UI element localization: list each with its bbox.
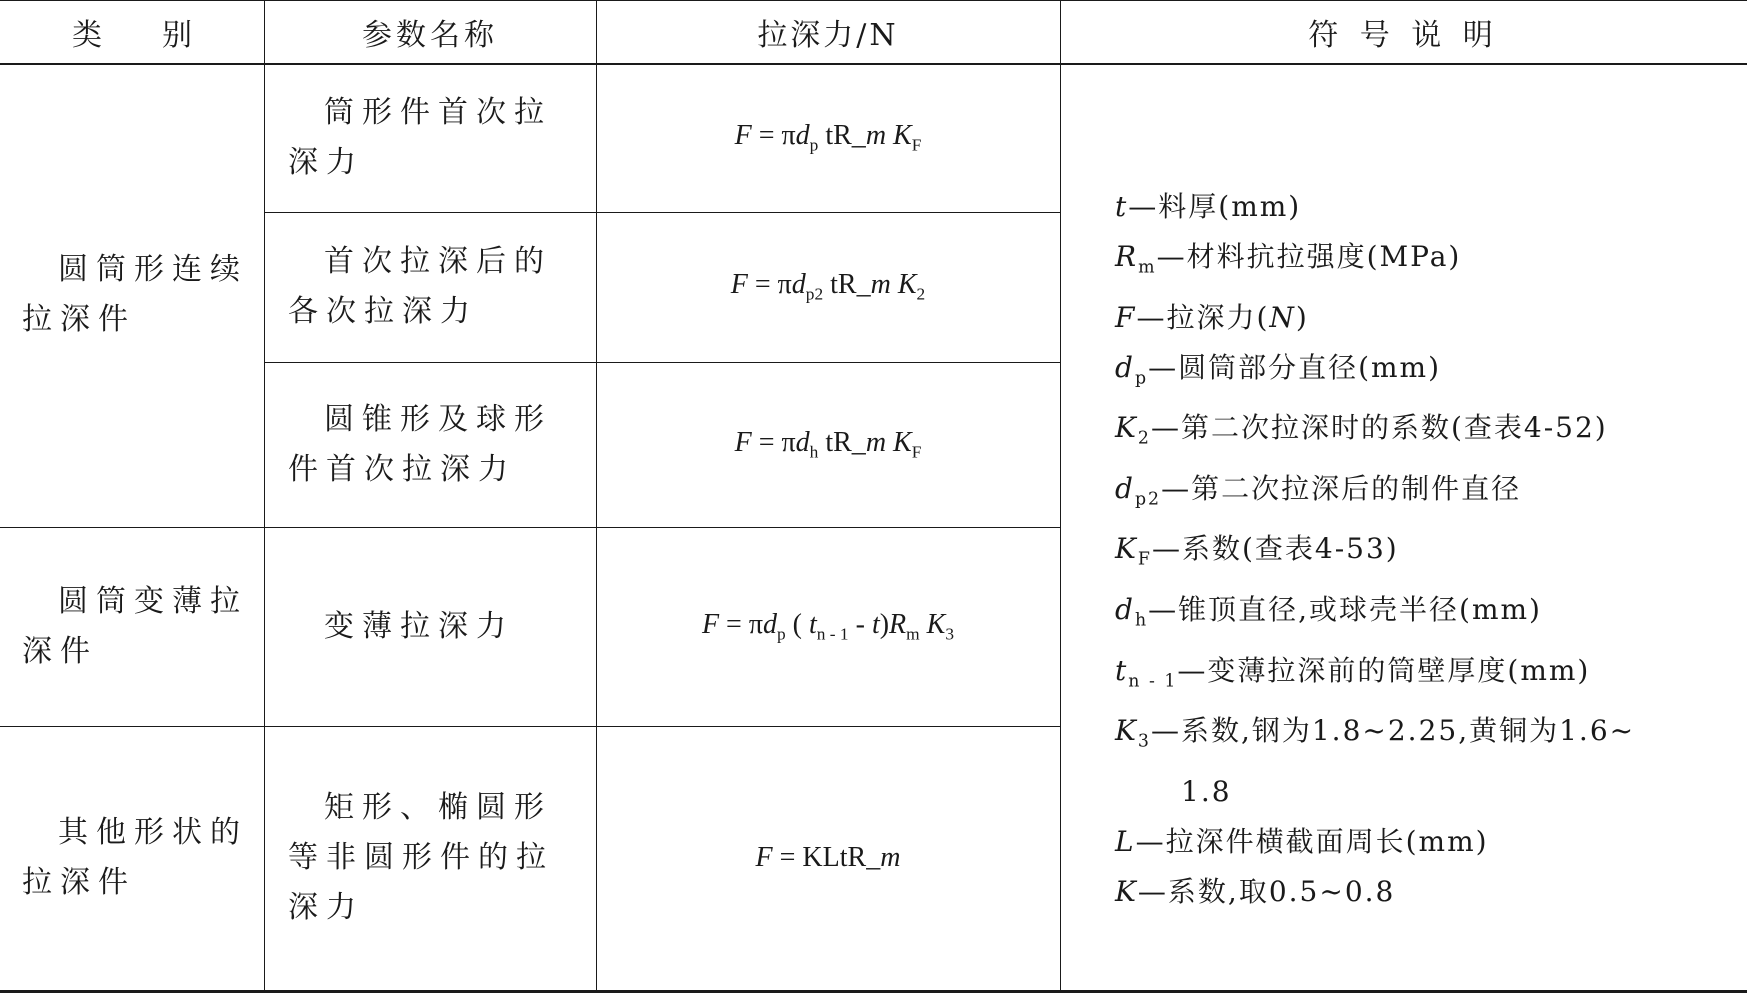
header-category — [0, 0, 264, 63]
formula-cell — [596, 527, 1060, 726]
formula-cell — [596, 63, 1060, 212]
category-cell — [0, 527, 264, 726]
symbol-note: $K_F—$系数(查表4-53) — [1115, 532, 1399, 570]
formula-text: $F = \pi d_h$ tR_m $K_F$ — [734, 426, 922, 462]
formula-text: $F = \pi d_p$ tR_m $K_F$ — [734, 119, 922, 155]
symbol-note-continuation: 1.8 — [1181, 774, 1232, 808]
header-param-name — [264, 0, 596, 63]
formula-cell — [596, 212, 1060, 362]
symbol-note: F—拉深力(N) — [1115, 300, 1309, 334]
formula-text: $F = \pi d_p$ ( $t_{n - 1} - t)R_m$ $K_3$ — [701, 608, 955, 644]
param-name-cell — [264, 726, 596, 990]
symbol-note: $d_h—$锥顶直径,或球壳半径(mm) — [1115, 592, 1542, 631]
header-force — [596, 0, 1060, 63]
param-name-text: 变薄拉深力 — [324, 608, 514, 644]
param-name-text: 筒形件首次拉深力 — [288, 94, 552, 180]
param-name-text: 首次拉深后的各次拉深力 — [288, 244, 552, 329]
column-divider — [1060, 0, 1061, 992]
table-bottom-border — [0, 990, 1747, 993]
header-category-text: 类 别 — [72, 17, 192, 53]
param-name-cell — [264, 212, 596, 362]
header-symbol-desc-text: 符 号 说 明 — [1308, 17, 1499, 53]
symbol-note: $t_{n - 1}—$变薄拉深前的筒壁厚度(mm) — [1115, 653, 1591, 692]
symbol-notes — [1115, 182, 1735, 917]
category-cell — [0, 726, 264, 990]
header-param-name-text: 参数名称 — [362, 17, 498, 53]
category-cell — [0, 63, 264, 527]
category-text: 其他形状的拉深件 — [22, 815, 248, 900]
symbol-note: $d_p—$圆筒部分直径(mm) — [1115, 350, 1442, 389]
symbol-note: $R_m—$材料抗拉强度(MPa) — [1115, 240, 1462, 278]
param-name-text: 矩形、椭圆形等非圆形件的拉深力 — [288, 790, 554, 925]
category-text: 圆筒变薄拉深件 — [22, 583, 248, 669]
formula-text: F = KLtR_m — [755, 842, 901, 873]
param-name-cell — [264, 63, 596, 212]
formula-cell — [596, 362, 1060, 527]
param-name-text: 圆锥形及球形件首次拉深力 — [288, 401, 552, 487]
header-force-text: 拉深力/N — [757, 17, 899, 53]
symbol-note: K—系数,取0.5~0.8 — [1115, 874, 1396, 908]
param-name-cell — [264, 362, 596, 527]
header-symbol-desc — [1060, 0, 1747, 63]
symbol-note: $K_3—$系数,钢为1.8~2.25,黄铜为1.6~ — [1115, 714, 1636, 752]
formula-cell — [596, 726, 1060, 990]
symbol-note: t—料厚(mm) — [1115, 190, 1302, 223]
category-text: 圆筒形连续拉深件 — [22, 252, 248, 337]
symbol-note: L—拉深件横截面周长(mm) — [1115, 824, 1489, 858]
symbol-note: $K_2—$第二次拉深时的系数(查表4-52) — [1115, 411, 1608, 449]
formula-text: $F = \pi d_{p2}$ tR_m $K_2$ — [730, 269, 926, 304]
symbol-note: $d_{p2}—$第二次拉深后的制件直径 — [1115, 471, 1522, 510]
param-name-cell — [264, 527, 596, 726]
